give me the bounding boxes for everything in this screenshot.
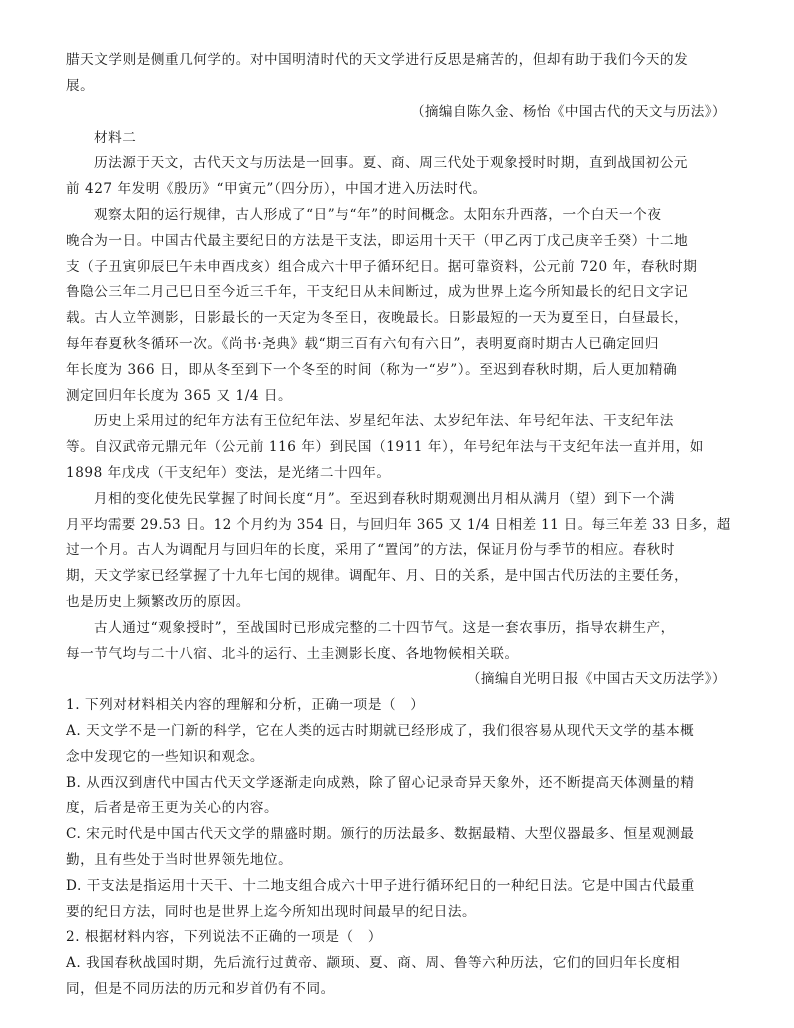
text-line: 1898 年戊戌（干支纪年）变法，是光绪二十四年。 bbox=[66, 465, 391, 481]
option-line: C. 宋元时代是中国古代天文学的鼎盛时期。颁行的历法最多、数据最精、大型仪器最多、恒星观测最 bbox=[66, 826, 695, 842]
option-line: A. 天文学不是一门新的科学，它在人类的远古时期就已经形成了，我们很容易从现代天文学的基本概 bbox=[66, 723, 695, 739]
section-heading: 材料二 bbox=[94, 130, 137, 146]
text-line: 历史上采用过的纪年方法有王位纪年法、岁星纪年法、太岁纪年法、年号纪年法、干支纪年法 bbox=[94, 413, 674, 429]
question-stem: 2. 根据材料内容，下列说法不正确的一项是（ ） bbox=[66, 929, 382, 945]
text-line: 年长度为 366 日，即从冬至到下一个冬至的时间（称为一“岁”）。至迟到春秋时期，后人更加精确 bbox=[66, 362, 678, 378]
text-line: 前 427 年发明《殷历》“甲寅元”（四分历），中国才进入历法时代。 bbox=[66, 181, 487, 197]
text-line: 载。古人立竿测影，日影最长的一天定为冬至日，夜晚最长。日影最短的一天为夏至日，白昼最长， bbox=[66, 310, 689, 326]
text-line: 历法源于天文，古代天文与历法是一回事。夏、商、周三代处于观象授时时期，直到战国初公元 bbox=[94, 155, 689, 171]
option-line: B. 从西汉到唐代中国古代天文学逐渐走向成熟，除了留心记录奇异天象外，还不断提高天体测量的精 bbox=[66, 775, 695, 791]
option-line: 同，但是不同历法的历元和岁首仍有不同。 bbox=[66, 981, 335, 997]
option-line: 勤，且有些处于当时世界领先地位。 bbox=[66, 852, 293, 868]
source-citation: （摘编自光明日报《中国古天文历法学》） bbox=[466, 671, 726, 687]
text-line: 古人通过“观象授时”，至战国时已形成完整的二十四节气。这是一套农事历，指导农耕生产， bbox=[94, 620, 675, 636]
text-line: 晚合为一日。中国古代最主要纪日的方法是干支法，即运用十天干（甲乙丙丁戊己庚辛壬癸）十二地 bbox=[66, 233, 689, 249]
option-line: D. 干支法是指运用十天干、十二地支组合成六十甲子进行循环纪日的一种纪日法。它是中国古代最重 bbox=[66, 878, 695, 894]
text-line: 每一节气均与二十八宿、北斗的运行、土圭测影长度、各地物候相关联。 bbox=[66, 646, 519, 662]
option-line: 要的纪日方法，同时也是世界上迄今所知出现时间最早的纪日法。 bbox=[66, 904, 477, 920]
text-line: 过一个月。古人为调配月与回归年的长度，采用了“置闰”的方法，保证月份与季节的相应。春秋时 bbox=[66, 542, 676, 558]
text-line: 每年春夏秋冬循环一次。《尚书·尧典》载“期三百有六旬有六日”，表明夏商时期古人已确定回归 bbox=[66, 336, 659, 352]
text-line: 展。 bbox=[66, 78, 95, 94]
text-line: 月相的变化使先民掌握了时间长度“月”。至迟到春秋时期观测出月相从满月（望）到下一个满 bbox=[94, 491, 675, 507]
question-stem: 1. 下列对材料相关内容的理解和分析，正确一项是（ ） bbox=[66, 697, 425, 713]
option-line: 度，后者是帝王更为关心的内容。 bbox=[66, 800, 279, 816]
source-citation: （摘编自陈久金、杨怡《中国古代的天文与历法》） bbox=[410, 104, 726, 120]
text-line: 腊天文学则是侧重几何学的。对中国明清时代的天文学进行反思是痛苦的，但却有助于我们今天的发 bbox=[66, 52, 689, 68]
text-line: 支（子丑寅卯辰巳午未申酉戌亥）组合成六十甲子循环纪日。据可靠资料，公元前 720 年，春秋时期 bbox=[66, 259, 698, 275]
text-line: 月平均需要 29.53 日。12 个月约为 354 日，与回归年 365 又 1/4 日相差 11 日。每三年差 33 日多，超 bbox=[66, 517, 731, 533]
text-line: 期，天文学家已经掌握了十九年七闰的规律。调配年、月、日的关系，是中国古代历法的主要任务， bbox=[66, 568, 689, 584]
text-line: 观察太阳的运行规律，古人形成了“日”与“年”的时间概念。太阳东升西落，一个白天一个夜 bbox=[94, 207, 662, 223]
option-line: A. 我国春秋战国时期，先后流行过黄帝、颛顼、夏、商、周、鲁等六种历法，它们的回归年长度相 bbox=[66, 955, 681, 971]
text-line: 也是历史上频繁改历的原因。 bbox=[66, 594, 250, 610]
text-line: 鲁隐公三年二月己巳日至今近三千年，干支纪日从未间断过，成为世界上迄今所知最长的纪日文字记 bbox=[66, 284, 689, 300]
text-line: 测定回归年长度为 365 又 1/4 日。 bbox=[66, 388, 293, 404]
text-line: 等。自汉武帝元鼎元年（公元前 116 年）到民国（1911 年），年号纪年法与干支纪年法一直并用，如 bbox=[66, 439, 704, 455]
option-line: 念中发现它的一些知识和观念。 bbox=[66, 749, 265, 765]
